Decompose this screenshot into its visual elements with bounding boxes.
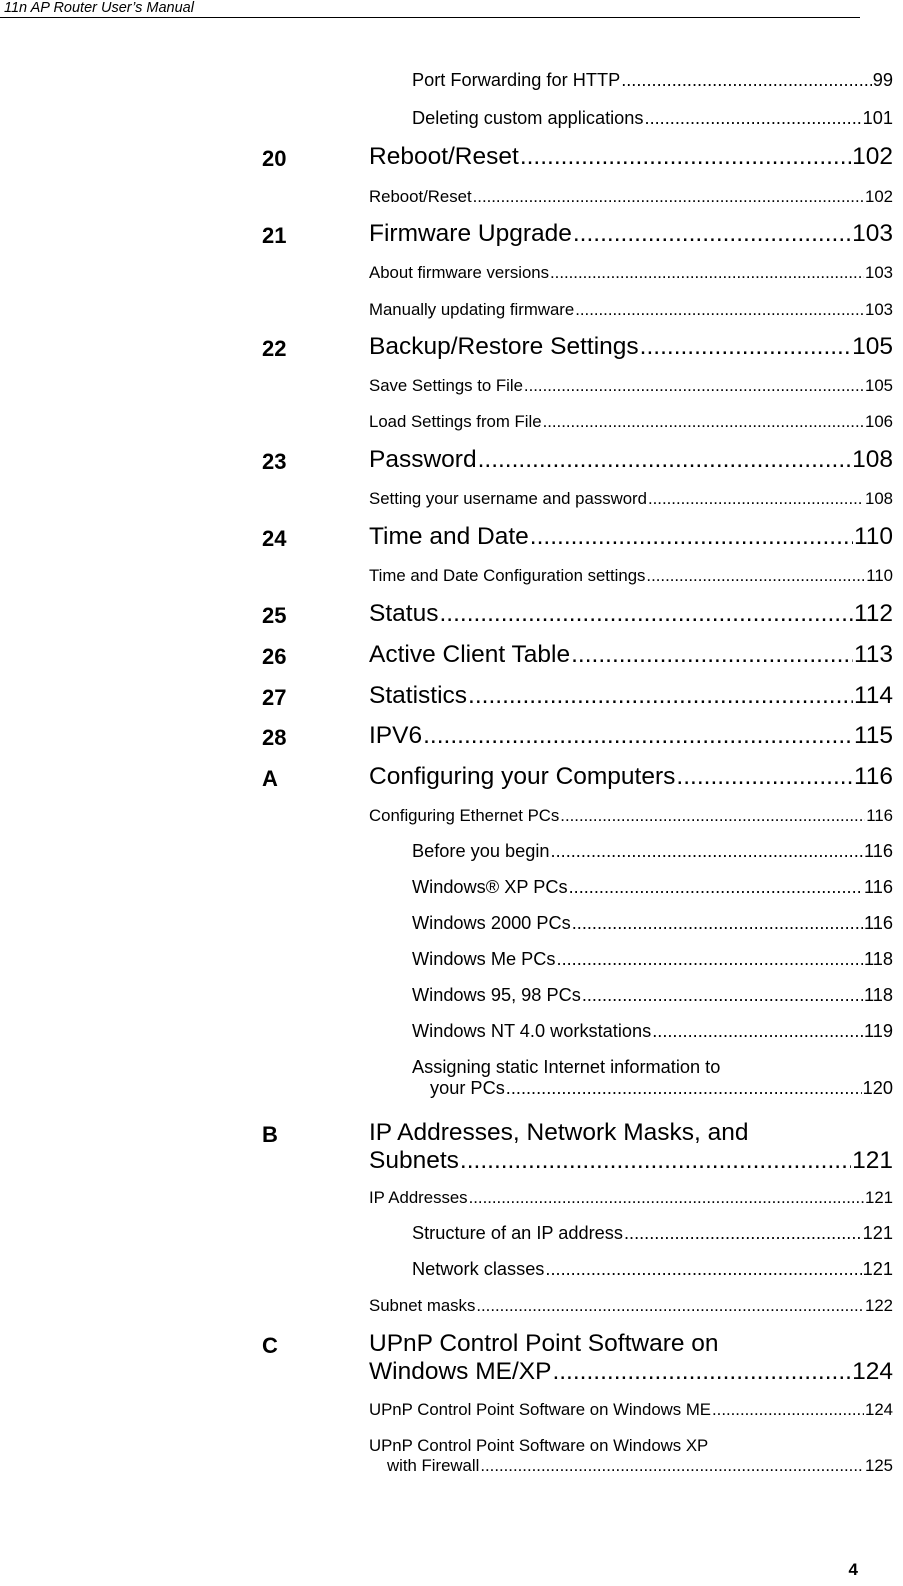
toc-section-page: 105 [865,376,893,395]
toc-section-text: with Firewall [387,1456,480,1475]
leader-dots [560,806,865,826]
toc-entry-text: Windows NT 4.0 workstations [412,1021,652,1041]
toc-entry-page: 118 [864,949,893,969]
toc-section-page: 106 [865,412,893,431]
leader-dots [552,1358,851,1386]
toc-section[interactable] [369,1436,893,1476]
toc-entry-text: Before you begin [412,841,550,861]
leader-dots [640,333,851,361]
leader-dots [439,600,852,628]
leader-dots [648,489,864,509]
toc-section[interactable] [369,806,893,826]
toc-entry-page: 121 [862,1259,893,1279]
toc-entry-text: Windows 2000 PCs [412,913,571,933]
chapter-number: 24 [262,526,287,551]
toc-section-text: Time and Date Configuration settings [369,566,646,585]
toc-entry-text: Structure of an IP address [412,1223,623,1243]
toc-entry[interactable] [412,841,893,862]
leader-dots [571,641,853,669]
toc-section-text: Setting your username and password [369,489,647,508]
toc-chapter-title: Firmware Upgrade [369,220,572,247]
toc-entry[interactable] [412,877,893,898]
leader-dots [480,1456,864,1476]
toc-section-page: 103 [865,300,893,319]
toc-entry-text: Network classes [412,1259,545,1279]
leader-dots [575,300,864,320]
toc-chapter-title: Configuring your Computers [369,763,676,790]
page-number: 4 [848,1560,858,1579]
leader-dots [582,985,863,1006]
toc-entry-page: 119 [864,1021,893,1041]
toc-entry[interactable] [412,1259,893,1280]
toc-chapter-page: 116 [853,763,893,790]
leader-dots [676,763,853,791]
leader-dots [468,682,853,710]
toc-entry-text: Deleting custom applications [412,108,644,128]
leader-dots [476,1296,864,1316]
toc-chapter-page: 113 [853,641,893,668]
toc-chapter-title-line1: IP Addresses, Network Masks, and [369,1119,749,1146]
toc-entry-text-line1: Assigning static Internet information to [412,1057,721,1077]
leader-dots [524,376,864,396]
chapter-number: 27 [262,685,287,710]
toc-chapter-page: 115 [853,722,893,749]
toc-chapter[interactable] [369,446,893,474]
leader-dots [646,566,865,586]
toc-section[interactable] [369,489,893,509]
toc-section[interactable] [369,376,893,396]
toc-entry-text: Port Forwarding for HTTP [412,70,621,90]
toc-entry-page: 101 [862,108,893,128]
chapter-number: 20 [262,146,287,171]
toc-section-page: 125 [865,1456,893,1475]
toc-section-page: 103 [865,263,893,282]
leader-dots [624,1223,862,1244]
toc-section-text: IP Addresses [369,1188,468,1207]
toc-entry-page: 116 [864,841,893,861]
toc-entry[interactable] [412,913,893,934]
toc-entry-text: Windows 95, 98 PCs [412,985,581,1005]
toc-chapter[interactable] [369,722,893,750]
toc-chapter[interactable] [369,682,893,710]
leader-dots [473,187,864,207]
toc-entry[interactable] [412,108,893,129]
toc-chapter-title: IPV6 [369,722,423,749]
leader-dots [545,1259,861,1280]
leader-dots [530,523,853,551]
toc-chapter[interactable] [369,523,893,551]
toc-section-text: Save Settings to File [369,376,523,395]
leader-dots [550,263,864,283]
toc-chapter-title: Status [369,600,439,627]
toc-section-page: 121 [865,1188,893,1207]
toc-chapter-title: Backup/Restore Settings [369,333,639,360]
toc-section[interactable] [369,1188,893,1208]
toc-section[interactable] [369,1296,893,1316]
leader-dots [645,108,862,129]
leader-dots [557,949,863,970]
toc-entry[interactable] [412,985,893,1006]
toc-chapter-title: Active Client Table [369,641,571,668]
toc-section-text: Manually updating firmware [369,300,575,319]
toc-chapter[interactable] [369,600,893,628]
toc-section[interactable] [369,566,893,586]
toc-entry-text: Windows Me PCs [412,949,556,969]
toc-section-text: UPnP Control Point Software on Windows ME [369,1400,711,1419]
leader-dots [712,1400,864,1420]
leader-dots [543,412,864,432]
toc-section-page: 122 [865,1296,893,1315]
toc-entry-page: 116 [864,913,893,933]
toc-entry[interactable] [412,1021,893,1042]
toc-entry-page: 116 [864,877,893,897]
chapter-number: 23 [262,449,287,474]
toc-entry[interactable] [412,1057,893,1099]
toc-chapter-page: 103 [852,220,893,247]
chapter-number: 28 [262,725,287,750]
toc-section[interactable] [369,412,893,432]
toc-section[interactable] [369,1400,893,1420]
toc-chapter-page: 112 [853,600,893,627]
toc-entry-page: 121 [862,1223,893,1243]
toc-section-text: About firmware versions [369,263,549,282]
leader-dots [460,1147,851,1175]
toc-chapter[interactable] [369,641,893,669]
toc-section-text: Load Settings from File [369,412,542,431]
toc-chapter[interactable] [369,1330,893,1386]
chapter-number: 26 [262,644,287,669]
leader-dots [572,913,863,934]
toc-chapter[interactable] [369,763,893,791]
leader-dots [652,1021,863,1042]
toc-chapter-page: 124 [852,1358,893,1385]
toc-section-page: 108 [865,489,893,508]
toc-entry-text: your PCs [430,1078,505,1098]
toc-section[interactable] [369,187,893,207]
chapter-number: 21 [262,223,287,248]
leader-dots [621,70,872,91]
toc-entry[interactable] [412,70,893,91]
toc-chapter-page: 102 [852,143,893,170]
chapter-number: 25 [262,603,287,628]
toc-chapter-title: Password [369,446,477,473]
leader-dots [569,877,863,898]
toc-chapter-title: Time and Date [369,523,529,550]
toc-section[interactable] [369,263,893,283]
toc-chapter-title-line1: UPnP Control Point Software on [369,1330,719,1357]
toc-chapter-page: 108 [852,446,893,473]
toc-entry-text: Windows® XP PCs [412,877,568,897]
leader-dots [506,1078,862,1099]
toc-chapter[interactable] [369,1119,893,1175]
leader-dots [469,1188,864,1208]
toc-section-page: 102 [865,187,893,206]
toc-entry[interactable] [412,1223,893,1244]
toc-chapter-title: Windows ME/XP [369,1358,552,1385]
toc-chapter[interactable] [369,220,893,248]
leader-dots [573,220,851,248]
toc-chapter-page: 114 [853,682,893,709]
toc-entry-page: 99 [872,70,893,90]
toc-section-text: Configuring Ethernet PCs [369,806,560,825]
chapter-number: 22 [262,336,287,361]
header-rule [0,17,860,18]
toc-section-page: 110 [866,566,893,585]
toc-chapter-page: 105 [852,333,893,360]
leader-dots [478,446,852,474]
toc-chapter-title: Statistics [369,682,468,709]
toc-section-text: Subnet masks [369,1296,476,1315]
toc-section-text-line1: UPnP Control Point Software on Windows XP [369,1436,709,1455]
toc-section[interactable] [369,300,893,320]
leader-dots [423,722,853,750]
chapter-number: A [262,766,278,791]
leader-dots [520,143,851,171]
toc-section-text: Reboot/Reset [369,187,472,206]
leader-dots [551,841,863,862]
toc-chapter-page: 121 [852,1147,893,1174]
toc-chapter-title: Reboot/Reset [369,143,519,170]
chapter-number: B [262,1122,278,1147]
toc-chapter-page: 110 [853,523,893,550]
toc-section-page: 124 [865,1400,893,1419]
toc-entry-page: 118 [864,985,893,1005]
toc-chapter[interactable] [369,333,893,361]
running-header: 11n AP Router User’s Manual [4,0,194,16]
toc-chapter-title: Subnets [369,1147,459,1174]
toc-entry[interactable] [412,949,893,970]
chapter-number: C [262,1333,278,1358]
toc-chapter[interactable] [369,143,893,171]
toc-section-page: 116 [866,806,893,825]
toc-entry-page: 120 [862,1078,893,1098]
